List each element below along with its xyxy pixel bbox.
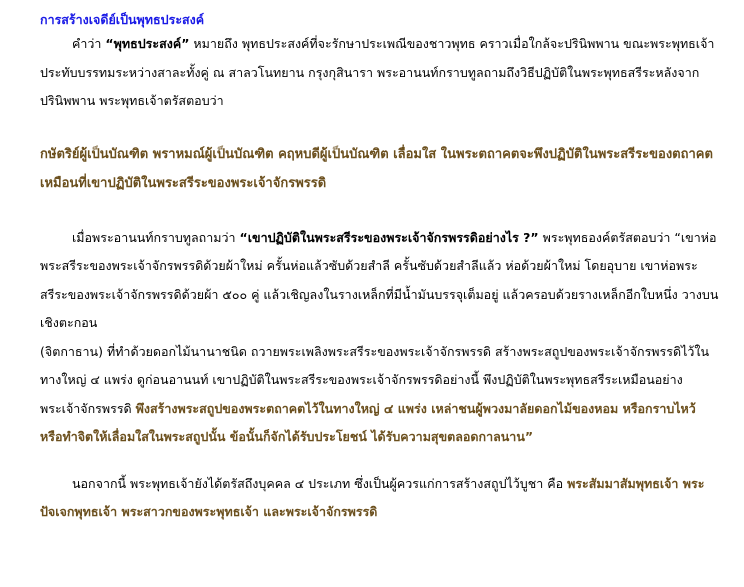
spacer	[40, 452, 720, 470]
intro-text: หมายถึง พุทธประสงค์ที่จะรักษาประเพณีของชาวพุทธ คราวเมื่อใกล้จะปรินิพพาน ขณะพระพุทธเจ้าประทับบรรทมระหว่างสาละทั้งคู่ ณ สาลวโนทยาน กรุงกุสินารา พระอานนท์กราบทูลถามถึงวิธีปฏิบัติในพระพุทธสรีระหลังจากปรินิพพาน พระพุทธเจ้าตรัสตอบว่า	[40, 36, 715, 108]
intro-paragraph	[40, 30, 720, 116]
para2-prefix: เมื่อพระอานนท์กราบทูลถามว่า	[72, 229, 240, 245]
para2-body2: (จิตกาธาน) ที่ทำด้วยดอกไม้นานาชนิด ถวายพระเพลิงพระสรีระของพระเจ้าจักรพรรดิ สร้างพระสถูปของพระเจ้าจักรพรรดิไว้ในทางใหญ่ ๔ แพร่ง ดูก่อนอานนท์ เขาปฏิบัติในพระสรีระของพระเจ้าจักรพรรดิอย่างนี้ พึงปฏิบัติในพระพุทธสรีระเหมือนอย่างพระเจ้าจักรพรรดิ	[40, 343, 710, 416]
para2-body1: พระพุทธองค์ตรัสตอบว่า “เขาห่อพระสรีระของพระเจ้าจักรพรรดิด้วยผ้าใหม่ ครั้นห่อแล้วซับด้วยสำลี ครั้นซับด้วยสำลีแล้ว ห่อด้วยผ้าใหม่ โดยอุบาย เขาห่อพระสรีระของพระเจ้าจักรพรรดิด้วยผ้า ๕๐๐ คู่ แล้วเชิญลงในรางเหล็กที่มีน้ำมันบรรจุเต็มอยู่ แล้วครอบด้วยรางเหล็กอีกใบหนึ่ง วางบนเชิงตะกอน	[40, 229, 719, 330]
intro-prefix: คำว่า	[72, 36, 106, 51]
spacer	[40, 116, 720, 140]
para3-text: นอกจากนี้ พระพุทธเจ้ายังได้ตรัสถึงบุคคล ๔ ประเภท ซึ่งเป็นผู้ควรแก่การสร้างสถูปไว้บูชา คือ	[72, 475, 568, 491]
intro-term: “พุทธประสงค์”	[105, 36, 190, 51]
spacer	[40, 198, 720, 224]
para2-question: “เขาปฏิบัติในพระสรีระของพระเจ้าจักรพรรดิอย่างไร ?”	[239, 229, 539, 245]
third-paragraph	[40, 470, 720, 527]
second-paragraph-cont	[40, 338, 720, 452]
second-paragraph	[40, 224, 720, 338]
para2-highlight: พึงสร้างพระสถูปของพระตถาคตไว้ในทางใหญ่ ๔ แพร่ง เหล่าชนผู้พวงมาลัยดอกไม้ของหอม หรือกราบไหว้ หรือทำจิตให้เลื่อมใสในพระสถูปนั้น ข้อนั้นก็จักได้รับประโยชน์ ได้รับความสุขตลอดกาลนาน”	[40, 400, 696, 444]
buddha-quote: กษัตริย์ผู้เป็นบัณฑิต พราหมณ์ผู้เป็นบัณฑิต คฤหบดีผู้เป็นบัณฑิต เลื่อมใส ในพระตถาคตจะพึงปฏิบัติในพระสรีระของตถาคต เหมือนที่เขาปฏิบัติในพระสรีระของพระเจ้าจักรพรรดิ	[40, 146, 713, 191]
para3-highlight: พระสัมมาสัมพุทธเจ้า พระปัจเจกพุทธเจ้า พระสาวกของพระพุทธเจ้า และพระเจ้าจักรพรรดิ	[40, 475, 705, 519]
article-heading: การสร้างเจดีย์เป็นพุทธประสงค์	[40, 12, 205, 27]
